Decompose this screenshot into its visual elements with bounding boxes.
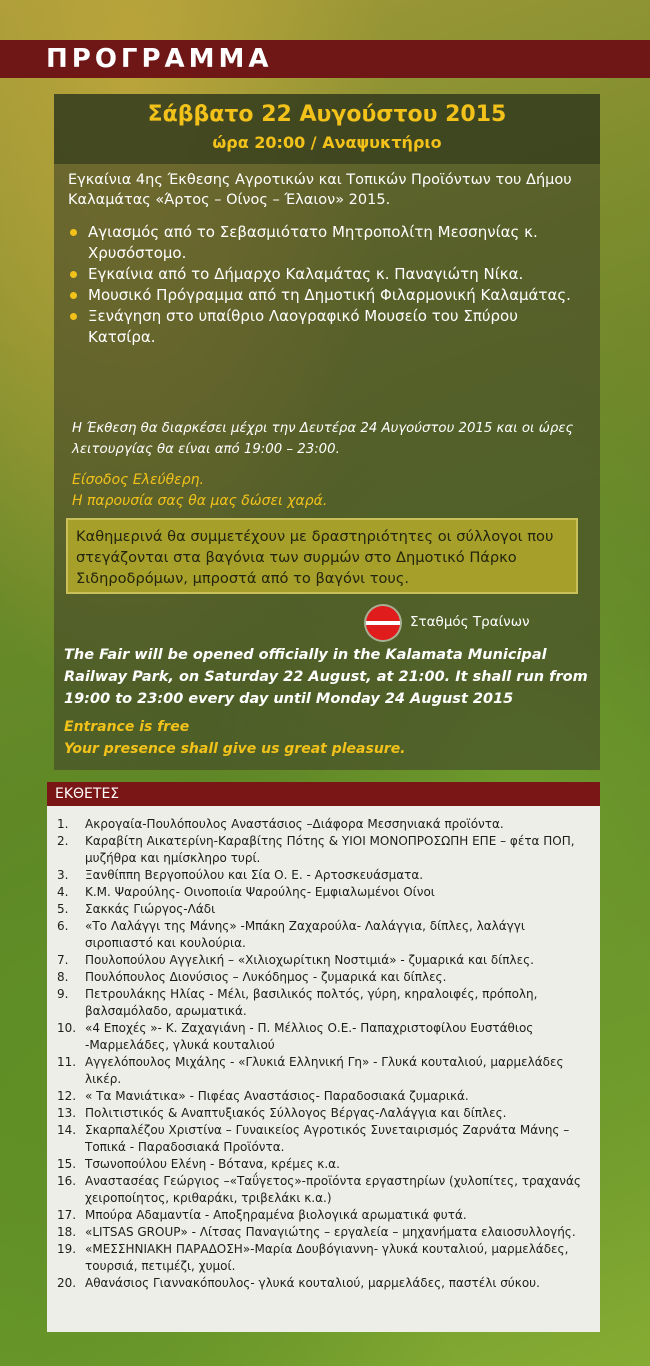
item-number: 20. [57,1276,77,1290]
item-number: 11. [57,1055,77,1069]
list-item [68,306,588,348]
list-item-text: Ξενάγηση στο υπαίθριο Λαογραφικό Μουσείο του Σπύρου Κατσίρα. [88,307,518,346]
item-number: 12. [57,1089,77,1103]
list-item [55,833,590,867]
item-text: Σκαρπαλέζου Χριστίνα – Γυναικείος Αγροτικός Συνεταιρισμός Ζαρνάτα Μάνης – Τοπικά - Παραδοσιακά Προϊόντα. [85,1123,570,1154]
item-number: 19. [57,1242,77,1256]
item-text: «Το Λαλάγγι της Μάνης» -Μπάκη Ζαχαρούλα- Λαλάγγια, δίπλες, λαλάγγι σιροπιαστό και κουλούρια. [85,919,525,950]
bullet-icon [70,292,77,299]
event-date: Σάββατο 22 Αυγούστου 2015 [147,102,507,127]
list-item [55,867,590,884]
list-item [68,285,588,306]
item-number: 15. [57,1157,77,1171]
item-text: «4 Εποχές »- Κ. Ζαχαγιάνη - Π. Μέλλιος Ο.Ε.- Παπαχριστοφίλου Ευστάθιος -Μαρμελάδες, γλυκά κουταλιού [85,1021,534,1052]
item-number: 14. [57,1123,77,1137]
item-text: Καραβίτη Αικατερίνη-Καραβίτης Πότης & ΥΙΟΙ ΜΟΝΟΠΡΟΣΩΠΗ ΕΠΕ – φέτα ΠΟΠ, μυζήθρα και ημίσκληρο τυρί. [85,834,575,865]
list-item [55,1122,590,1156]
free-entry-gr: Είσοδος Ελεύθερη. [72,472,204,488]
list-item [55,884,590,901]
list-item [68,264,588,285]
free-entry-gr-block [72,470,592,512]
item-number: 7. [57,953,69,967]
item-text: « Τα Μανιάτικα» - Πιφέας Αναστάσιος- Παραδοσιακά ζυμαρικά. [85,1089,469,1103]
item-number: 5. [57,902,69,916]
list-item [55,1054,590,1088]
item-number: 9. [57,987,69,1001]
item-number: 16. [57,1174,77,1188]
duration-text: Η Έκθεση θα διαρκέσει μέχρι την Δευτέρα 24 Αυγούστου 2015 και οι ώρες λειτουργίας θα είναι από 19:00 – 23:00. [72,421,574,457]
bullet-icon [70,271,77,278]
exhibitors-list [55,816,590,1292]
list-item [55,918,590,952]
item-text: Πολιτιστικός & Αναπτυξιακός Σύλλογος Βέργας-Λαλάγγια και δίπλες. [85,1106,507,1120]
item-text: Μπούρα Αδαμαντία - Αποξηραμένα βιολογικά αρωματικά φυτά. [85,1208,467,1222]
list-item [55,969,590,986]
list-item [55,1156,590,1173]
bullet-icon [70,229,77,236]
list-item [55,1105,590,1122]
item-number: 10. [57,1021,77,1035]
item-number: 17. [57,1208,77,1222]
item-text: Πετρουλάκης Ηλίας - Μέλι, βασιλικός πολτός, γύρη, κηραλοιφές, πρόπολη, βαλσαμόλαδο, αρωματικά. [85,987,538,1018]
item-number: 6. [57,919,69,933]
clubs-notice: Καθημερινά θα συμμετέχουν με δραστηριότητες οι σύλλογοι που στεγάζονται στα βαγόνια των συρμών στο Δημοτικό Πάρκο Σιδηροδρόμων, μπροστά από το βαγόνι τους. [66,518,578,594]
list-item [55,1020,590,1054]
list-item [55,1173,590,1207]
item-text: Σακκάς Γιώργος-Λάδι [85,902,216,916]
list-item-text: Εγκαίνια από το Δήμαρχο Καλαμάτας κ. Παναγιώτη Νίκα. [88,265,524,283]
item-number: 3. [57,868,69,882]
program-panel [54,164,600,770]
english-text: The Fair will be opened officially in the Kalamata Municipal Railway Park, on Saturday 22 August, at 21:00. It shall run from 19:00 to 23:00 every day until Monday 24 August 2015 [64,647,588,707]
list-item [55,901,590,918]
item-text: Πουλοπούλου Αγγελική – «Χιλιοχωρίτικη Νοστιμιά» - ζυμαρικά και δίπλες. [85,953,534,967]
bullet-icon [70,313,77,320]
item-number: 1. [57,817,69,831]
list-item [55,1088,590,1105]
item-number: 2. [57,834,69,848]
free-entry-en-block [64,716,596,760]
item-text: Τσωνοπούλου Ελένη - Βότανα, κρέμες κ.α. [85,1157,340,1171]
event-header [54,94,600,164]
list-item-text: Μουσικό Πρόγραμμα από τη Δημοτική Φιλαρμονική Καλαμάτας. [88,286,571,304]
list-item [55,816,590,833]
list-item [55,1207,590,1224]
station-label: Σταθμός Τραίνων [410,614,530,630]
item-text: Κ.Μ. Ψαρούλης- Οινοποιία Ψαρούλης- Εμφιαλωμένοι Οίνοι [85,885,435,899]
item-text: Ξανθίππη Βεργοπούλου και Σία Ο. Ε. - Αρτοσκευάσματα. [85,868,424,882]
item-text: Ακρογαία-Πουλόπουλος Αναστάσιος –Διάφορα Μεσσηνιακά προϊόντα. [85,817,504,831]
program-list [68,222,588,348]
list-item [55,1275,590,1292]
item-text: «LITSAS GROUP» - Λίτσας Παναγιώτης – εργαλεία – μηχανήματα ελαιοσυλλογής. [85,1225,576,1239]
list-item-text: Αγιασμός από το Σεβασμιότατο Μητροπολίτη Μεσσηνίας κ. Χρυσόστομο. [88,223,538,262]
item-text: Αναστασέας Γεώργιος –«Ταΰγετος»-προϊόντα εργαστηρίων (χυλοπίτες, τραχανάς χειροποίητος, κριθαράκι, τριβελάκι κ.α.) [85,1174,581,1205]
item-text: «ΜΕΣΣΗΝΙΑΚΗ ΠΑΡΑΔΟΣΗ»-Μαρία Δουβόγιαννη- γλυκά κουταλιού, μαρμελάδες, τουρσιά, πετιμέζι, χυμοί. [85,1242,569,1273]
page-title: ΠΡΟΓΡΑΜΜΑ [0,40,650,78]
item-text: Αγγελόπουλος Μιχάλης - «Γλυκιά Ελληνική Γη» - Γλυκά κουταλιού, μαρμελάδες λικέρ. [85,1055,564,1086]
event-time: ώρα 20:00 / Αναψυκτήριο [212,133,442,152]
item-text: Αθανάσιος Γιαννακόπουλος- γλυκά κουταλιού, μαρμελάδες, παστέλι σύκου. [85,1276,540,1290]
welcome-gr: Η παρουσία σας θα μας δώσει χαρά. [72,493,328,509]
welcome-en: Your presence shall give us great pleasure. [64,741,406,757]
item-number: 18. [57,1225,77,1239]
list-item [68,222,588,264]
exhibitors-heading: ΕΚΘΕΤΕΣ [47,782,600,806]
list-item [55,986,590,1020]
exhibitors-box [47,806,600,1332]
list-item [55,1224,590,1241]
free-entry-en: Entrance is free [64,719,190,735]
item-number: 4. [57,885,69,899]
railway-logo-icon [366,606,400,640]
list-item [55,1241,590,1275]
item-number: 8. [57,970,69,984]
intro-text: Εγκαίνια 4ης Έκθεσης Αγροτικών και Τοπικών Προϊόντων του Δήμου Καλαμάτας «Άρτος – Οίνος – Έλαιον» 2015. [68,172,572,208]
list-item [55,952,590,969]
item-number: 13. [57,1106,77,1120]
item-text: Πουλόπουλος Διονύσιος – Λυκόδημος - ζυμαρικά και δίπλες. [85,970,447,984]
